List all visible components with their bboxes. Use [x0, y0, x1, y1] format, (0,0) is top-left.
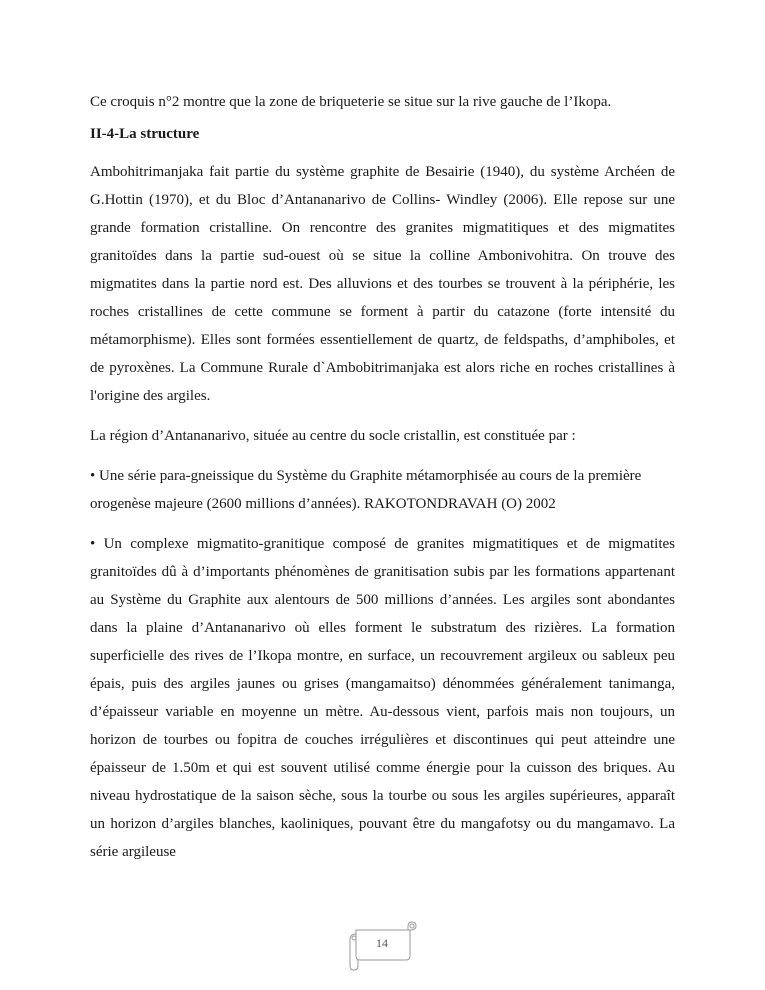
page-number-scroll — [346, 920, 418, 974]
region-paragraph: La région d’Antananarivo, située au centre du socle cristallin, est constituée par : — [90, 428, 576, 444]
intro-sentence: Ce croquis n°2 montre que la zone de briqueterie se situe sur la rive gauche de l’Ikopa. — [90, 94, 612, 110]
page-number: 14 — [376, 936, 388, 950]
bullet-paragraph-2: • Un complexe migmatito-granitique composé de granites migmatitiques et de migmatites granitoïdes dû à d’importants phénomènes de granitisation subis par les formations appartenant au Système du Graphite aux alentours de 500 millions d’années. Les argiles sont abondantes dans la plaine d’Antananarivo où elles forment le substratum des rizières. La formation superficielle des rives de l’Ikopa montre, en surface, un recouvrement argileux ou sableux peu épais, puis des argiles jaunes ou grises (mangamaitso) dénommées généralement tanimanga, d’épaisseur variable en moyenne un mètre. Au-dessous vient, parfois mais non toujours, un horizon de tourbes ou fopitra de couches irrégulières et discontinues qui peut atteindre une épaisseur de 1.50m et qui est souvent utilisé comme énergie pour la cuisson des briques. Au niveau hydrostatique de la saison sèche, sous la tourbe ou sous les argiles supérieures, apparaît un horizon d’argiles blanches, kaoliniques, pouvant être du mangafotsy ou du mangamavo. La série argileuse — [90, 536, 675, 860]
structure-paragraph: Ambohitrimanjaka fait partie du système graphite de Besairie (1940), du système Archéen de G.Hottin (1970), et du Bloc d’Antananarivo de Collins- Windley (2006). Elle repose sur une grande formation cristalline. On rencontre des granites migmatitiques et des migmatites granitoïdes dans la partie sud-ouest où se situe la colline Ambonivohitra. On trouve des migmatites dans la partie nord est. Des alluvions et des tourbes se trouvent à la périphérie, les roches cristallines de cette commune se forment à partir du catazone (forte intensité du métamorphisme). Elles sont formées essentiellement de quartz, de feldspaths, d’amphiboles, et de pyroxènes. La Commune Rurale d`Ambobitrimanjaka est alors riche en roches cristallines à l'origine des argiles. — [90, 164, 675, 404]
section-heading: II-4-La structure — [90, 126, 200, 142]
document-page — [90, 88, 675, 866]
bullet-paragraph-1: • Une série para-gneissique du Système du Graphite métamorphisée au cours de la première orogenèse majeure (2600 millions d’années). RAKOTONDRAVAH (O) 2002 — [90, 468, 642, 512]
